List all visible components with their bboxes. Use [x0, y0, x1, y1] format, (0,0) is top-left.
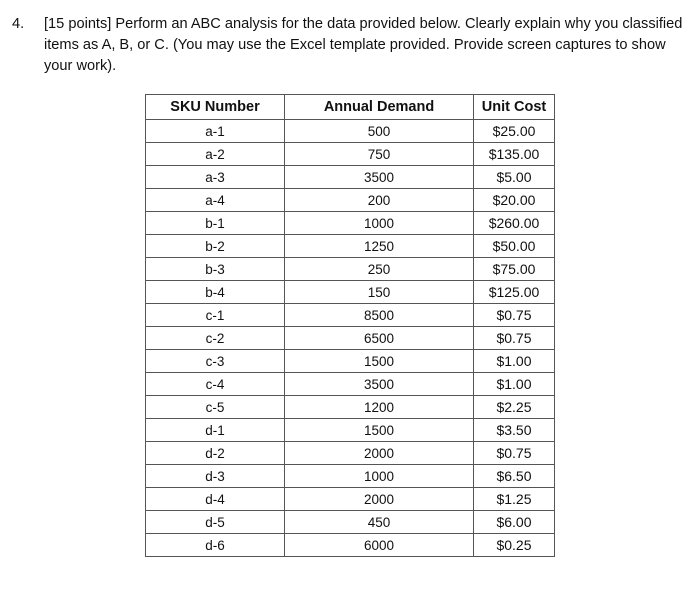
sku-table: [145, 94, 555, 557]
annual-demand-cell: 2000: [285, 488, 474, 511]
unit-cost-cell: $1.25: [474, 488, 555, 511]
table-body: [146, 120, 555, 557]
table-row: [146, 350, 555, 373]
header-annual-demand: Annual Demand: [285, 95, 474, 120]
unit-cost-cell: $125.00: [474, 281, 555, 304]
unit-cost-cell: $0.75: [474, 327, 555, 350]
annual-demand-cell: 500: [285, 120, 474, 143]
sku-cell: d-5: [146, 511, 285, 534]
sku-cell: d-4: [146, 488, 285, 511]
sku-cell: c-1: [146, 304, 285, 327]
header-sku-number: SKU Number: [146, 95, 285, 120]
annual-demand-cell: 1000: [285, 212, 474, 235]
unit-cost-cell: $3.50: [474, 419, 555, 442]
unit-cost-cell: $6.00: [474, 511, 555, 534]
sku-cell: d-2: [146, 442, 285, 465]
sku-cell: a-2: [146, 143, 285, 166]
table-row: [146, 166, 555, 189]
sku-cell: b-1: [146, 212, 285, 235]
table-row: [146, 373, 555, 396]
annual-demand-cell: 200: [285, 189, 474, 212]
sku-cell: d-3: [146, 465, 285, 488]
unit-cost-cell: $20.00: [474, 189, 555, 212]
sku-cell: b-3: [146, 258, 285, 281]
unit-cost-cell: $0.25: [474, 534, 555, 557]
unit-cost-cell: $1.00: [474, 350, 555, 373]
sku-cell: c-3: [146, 350, 285, 373]
table-row: [146, 327, 555, 350]
annual-demand-cell: 250: [285, 258, 474, 281]
unit-cost-cell: $6.50: [474, 465, 555, 488]
table-row: [146, 488, 555, 511]
unit-cost-cell: $50.00: [474, 235, 555, 258]
table-row: [146, 189, 555, 212]
annual-demand-cell: 1500: [285, 350, 474, 373]
table-row: [146, 281, 555, 304]
unit-cost-cell: $135.00: [474, 143, 555, 166]
table-row: [146, 235, 555, 258]
question-block: [12, 14, 692, 77]
annual-demand-cell: 1500: [285, 419, 474, 442]
sku-cell: b-4: [146, 281, 285, 304]
sku-cell: d-1: [146, 419, 285, 442]
table-row: [146, 396, 555, 419]
table-row: [146, 465, 555, 488]
annual-demand-cell: 8500: [285, 304, 474, 327]
table-row: [146, 419, 555, 442]
unit-cost-cell: $25.00: [474, 120, 555, 143]
annual-demand-cell: 150: [285, 281, 474, 304]
sku-cell: b-2: [146, 235, 285, 258]
annual-demand-cell: 2000: [285, 442, 474, 465]
question-text: [15 points] Perform an ABC analysis for the data provided below. Clearly explain why you classified items as A, B, or C. (You may use the Excel template provided. Provide screen captures to show your work).: [44, 16, 683, 74]
unit-cost-cell: $1.00: [474, 373, 555, 396]
annual-demand-cell: 3500: [285, 373, 474, 396]
sku-cell: a-4: [146, 189, 285, 212]
annual-demand-cell: 6000: [285, 534, 474, 557]
table-header-row: [146, 95, 555, 120]
annual-demand-cell: 1000: [285, 465, 474, 488]
sku-cell: c-5: [146, 396, 285, 419]
annual-demand-cell: 6500: [285, 327, 474, 350]
table-row: [146, 258, 555, 281]
annual-demand-cell: 750: [285, 143, 474, 166]
unit-cost-cell: $5.00: [474, 166, 555, 189]
table-row: [146, 120, 555, 143]
sku-cell: c-4: [146, 373, 285, 396]
table-row: [146, 212, 555, 235]
unit-cost-cell: $0.75: [474, 442, 555, 465]
annual-demand-cell: 1250: [285, 235, 474, 258]
sku-cell: d-6: [146, 534, 285, 557]
unit-cost-cell: $260.00: [474, 212, 555, 235]
annual-demand-cell: 1200: [285, 396, 474, 419]
table-row: [146, 511, 555, 534]
sku-cell: a-3: [146, 166, 285, 189]
unit-cost-cell: $75.00: [474, 258, 555, 281]
table-row: [146, 304, 555, 327]
table-row: [146, 442, 555, 465]
table-row: [146, 534, 555, 557]
sku-cell: c-2: [146, 327, 285, 350]
table-row: [146, 143, 555, 166]
sku-cell: a-1: [146, 120, 285, 143]
annual-demand-cell: 450: [285, 511, 474, 534]
annual-demand-cell: 3500: [285, 166, 474, 189]
question-number: 4.: [12, 16, 25, 32]
unit-cost-cell: $0.75: [474, 304, 555, 327]
header-unit-cost: Unit Cost: [474, 95, 555, 120]
unit-cost-cell: $2.25: [474, 396, 555, 419]
